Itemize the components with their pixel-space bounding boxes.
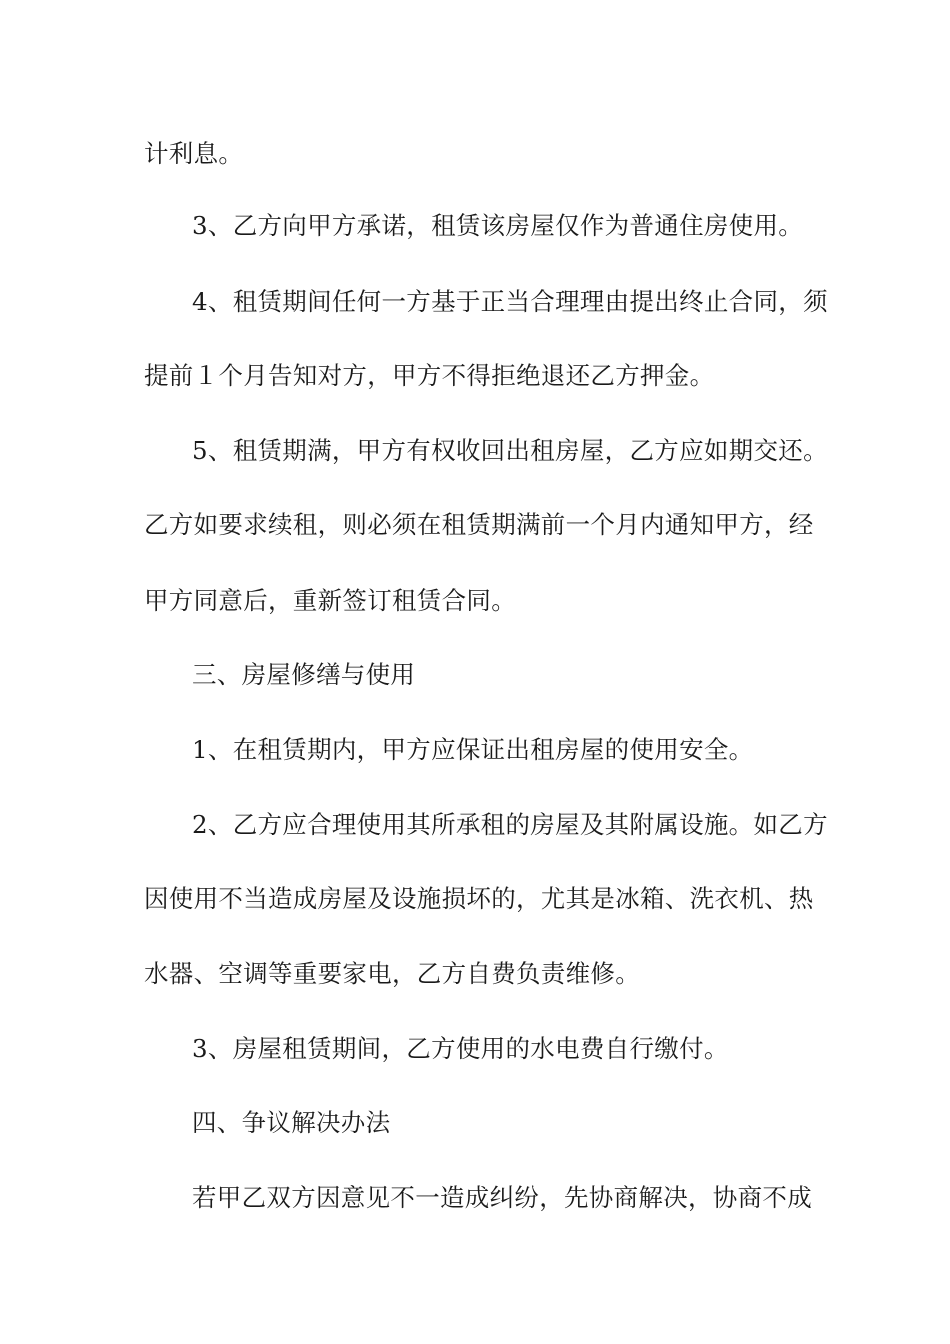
paragraph-line: 因使用不当造成房屋及设施损坏的，尤其是冰箱、洗衣机、热 (144, 884, 814, 913)
paragraph-line: 计利息。 (144, 139, 244, 168)
paragraph-line: 水器、空调等重要家电，乙方自费负责维修。 (144, 959, 640, 988)
paragraph-line: 若甲乙双方因意见不一造成纠纷，先协商解决，协商不成 (192, 1183, 812, 1212)
paragraph-line: 提前１个月告知对方，甲方不得拒绝退还乙方押金。 (144, 361, 715, 390)
paragraph-line: 乙方如要求续租，则必须在租赁期满前一个月内通知甲方，经 (144, 510, 814, 539)
clause-2-line: 2、乙方应合理使用其所承租的房屋及其附属设施。如乙方 (192, 810, 828, 839)
clause-1-line: 1、在租赁期内，甲方应保证出租房屋的使用安全。 (192, 735, 754, 764)
clause-4-line: 4、租赁期间任何一方基于正当合理理由提出终止合同，须 (192, 287, 828, 316)
paragraph-line: 甲方同意后，重新签订租赁合同。 (144, 586, 516, 615)
section-heading-3: 三、房屋修缮与使用 (192, 660, 416, 689)
section-heading-4: 四、争议解决办法 (192, 1108, 391, 1137)
clause-3-line: 3、乙方向甲方承诺，租赁该房屋仅作为普通住房使用。 (192, 211, 804, 240)
clause-5-line: 5、租赁期满，甲方有权收回出租房屋，乙方应如期交还。 (192, 436, 828, 465)
clause-3-line: 3、房屋租赁期间，乙方使用的水电费自行缴付。 (192, 1034, 729, 1063)
